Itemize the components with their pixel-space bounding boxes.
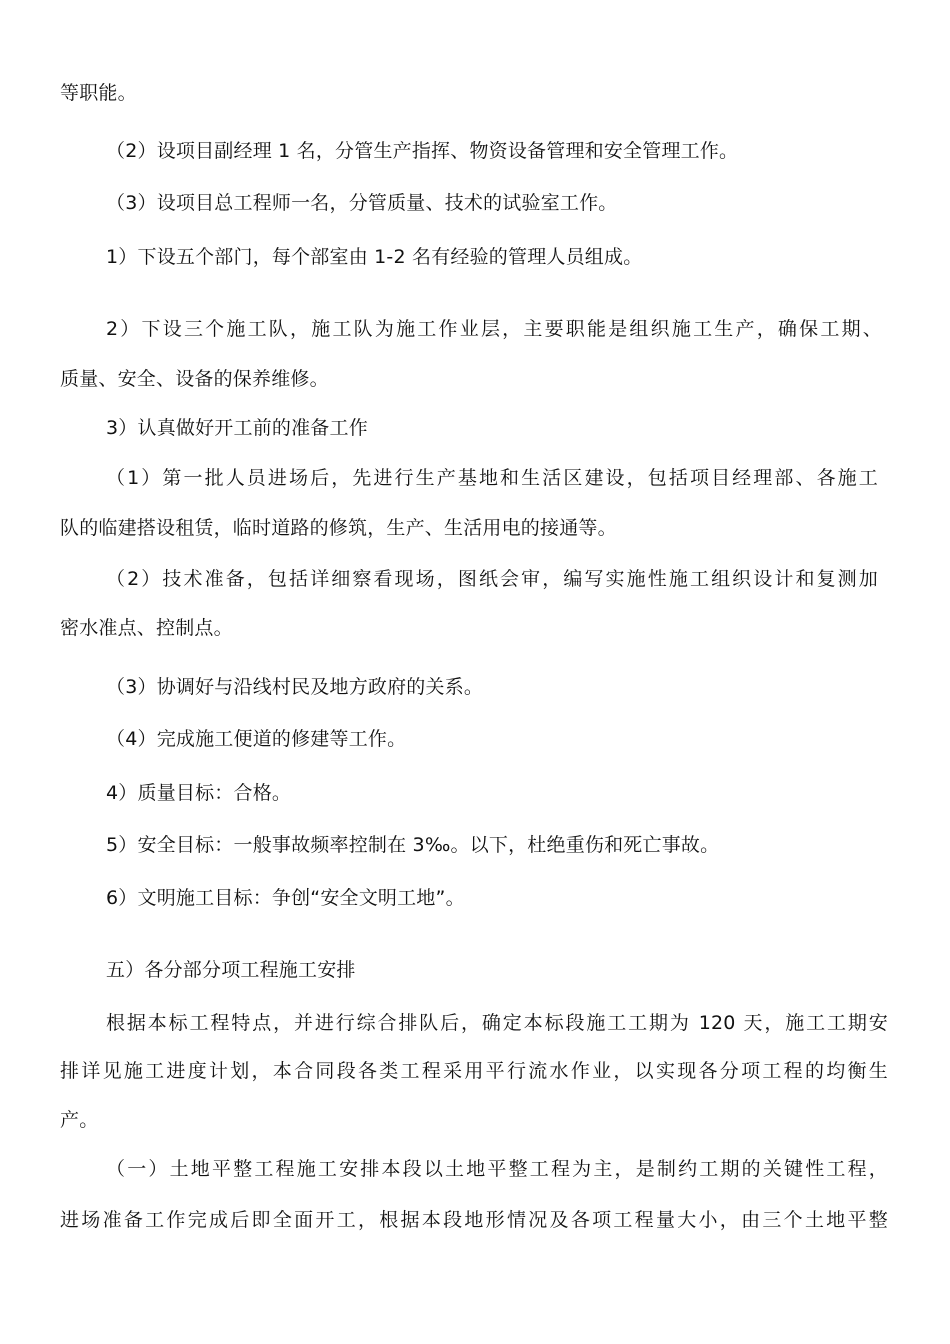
- text-line: （1）第一批人员进场后，先进行生产基地和生活区建设，包括项目经理部、各施工: [106, 467, 878, 489]
- text-line: 根据本标工程特点，并进行综合排队后，确定本标段施工工期为 120 天，施工工期安: [106, 1012, 888, 1034]
- text-line: （2）技术准备，包括详细察看现场，图纸会审，编写实施性施工组织设计和复测加: [106, 568, 878, 590]
- text-line: （3）设项目总工程师一名，分管质量、技术的试验室工作。: [106, 192, 618, 214]
- text-line: 3）认真做好开工前的准备工作: [106, 417, 368, 439]
- text-line: 队的临建搭设租赁，临时道路的修筑，生产、生活用电的接通等。: [60, 517, 617, 539]
- text-line: 6）文明施工目标：争创“安全文明工地”。: [106, 887, 465, 909]
- text-line: 产。: [60, 1109, 99, 1131]
- text-line: 2）下设三个施工队，施工队为施工作业层，主要职能是组织施工生产，确保工期、: [106, 318, 882, 340]
- text-line: （一）土地平整工程施工安排本段以土地平整工程为主，是制约工期的关键性工程，: [106, 1158, 888, 1180]
- text-line: （4）完成施工便道的修建等工作。: [106, 728, 407, 750]
- text-line: 5）安全目标：一般事故频率控制在 3‰。以下，杜绝重伤和死亡事故。: [106, 834, 720, 856]
- text-line: 1）下设五个部门，每个部室由 1-2 名有经验的管理人员组成。: [106, 246, 643, 268]
- text-line: （2）设项目副经理 1 名，分管生产指挥、物资设备管理和安全管理工作。: [106, 140, 739, 162]
- text-line: 进场准备工作完成后即全面开工，根据本段地形情况及各项工程量大小，由三个土地平整: [60, 1209, 888, 1231]
- text-line: （3）协调好与沿线村民及地方政府的关系。: [106, 676, 484, 698]
- section-heading: 五）各分部分项工程施工安排: [106, 959, 356, 981]
- text-line: 排详见施工进度计划，本合同段各类工程采用平行流水作业，以实现各分项工程的均衡生: [60, 1060, 888, 1082]
- text-line: 4）质量目标：合格。: [106, 782, 292, 804]
- text-line: 密水准点、控制点。: [60, 617, 233, 639]
- text-line: 等职能。: [60, 82, 137, 104]
- text-line: 质量、安全、设备的保养维修。: [60, 368, 329, 390]
